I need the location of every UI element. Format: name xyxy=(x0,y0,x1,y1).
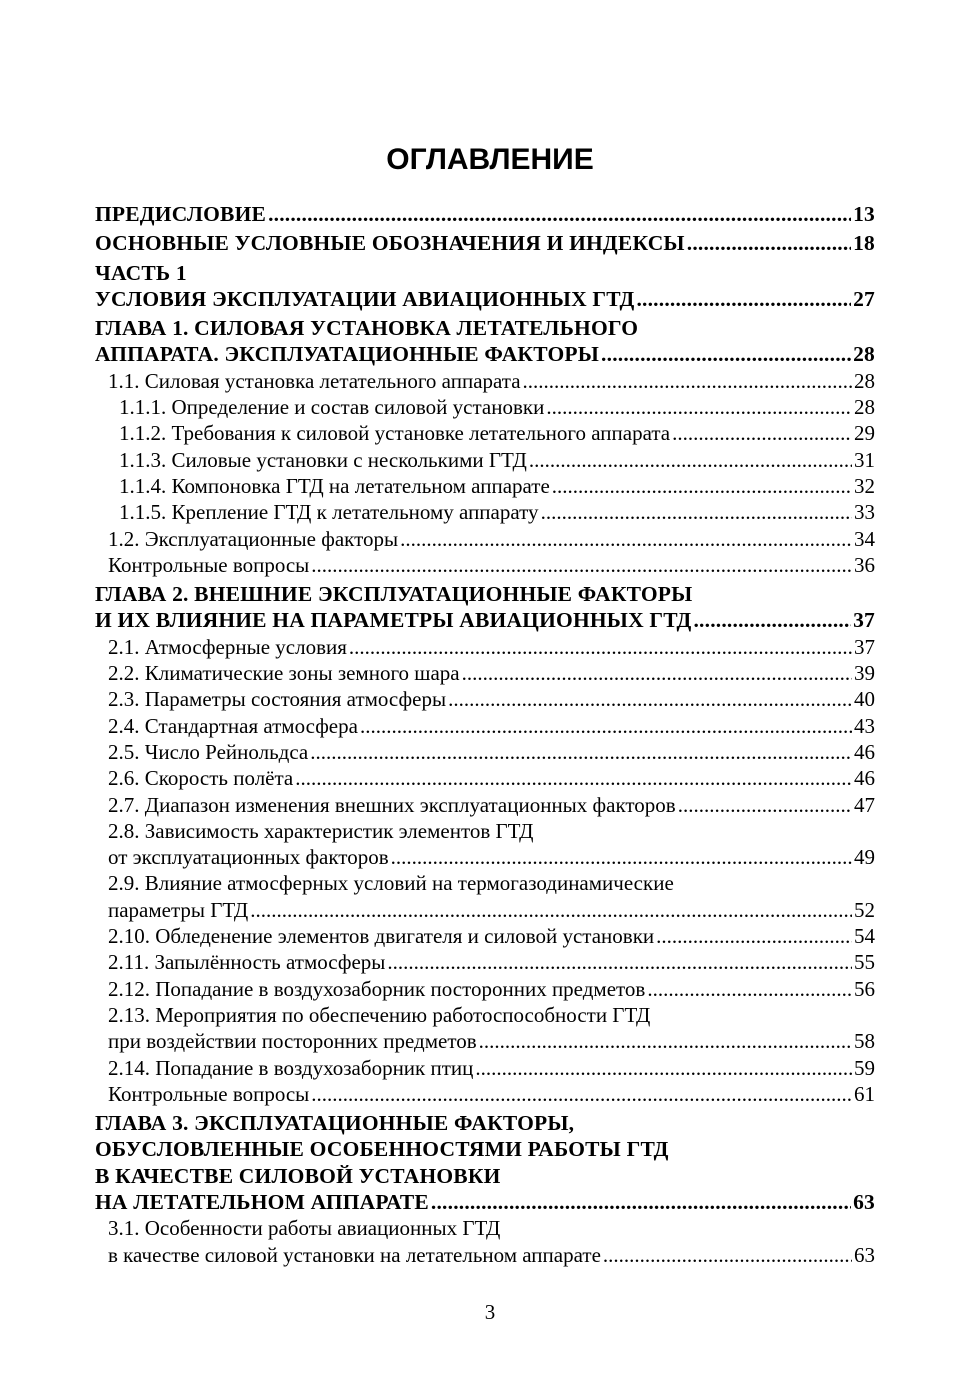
dot-leader xyxy=(529,447,852,473)
toc-entry-row xyxy=(95,341,875,367)
toc-page-number: 37 xyxy=(854,634,875,659)
toc-entry xyxy=(95,660,875,686)
toc-entry-text: 1.1.1. Определение и состав силовой установки xyxy=(119,395,545,420)
toc-entry-text: 1.1. Силовая установка летательного аппарата xyxy=(108,368,521,393)
toc-page-number: 34 xyxy=(854,526,875,551)
toc-page-number: 39 xyxy=(854,661,875,686)
toc-entry xyxy=(95,634,875,660)
dot-leader xyxy=(636,286,851,312)
toc-entry-text-line: ОБУСЛОВЛЕННЫЕ ОСОБЕННОСТЯМИ РАБОТЫ ГТД xyxy=(95,1137,669,1162)
toc-entry-text: 2.5. Число Рейнольдса xyxy=(108,739,309,764)
toc-entry xyxy=(95,765,875,791)
toc-page-number: 32 xyxy=(854,473,875,498)
toc-entry-text-line: ЧАСТЬ 1 xyxy=(95,260,187,285)
toc-entry-row xyxy=(108,634,875,660)
toc-page-number: 31 xyxy=(854,447,875,472)
dot-leader xyxy=(523,368,852,394)
toc-page-number: 43 xyxy=(854,713,875,738)
toc-entry xyxy=(95,818,875,871)
dot-leader xyxy=(400,526,852,552)
dot-leader xyxy=(601,341,851,367)
dot-leader xyxy=(603,1242,852,1268)
toc-entry-text: параметры ГТД xyxy=(108,897,249,922)
dot-leader xyxy=(656,923,852,949)
toc-entry-row xyxy=(108,368,875,394)
dot-leader xyxy=(295,765,852,791)
dot-leader xyxy=(672,420,852,446)
toc-page-number: 46 xyxy=(854,766,875,791)
toc-entry-text: при воздействии посторонних предметов xyxy=(108,1029,477,1054)
toc-entry-row xyxy=(108,660,875,686)
toc-entry-text: 1.1.5. Крепление ГТД к летательному аппарату xyxy=(119,500,539,525)
toc-page-number: 28 xyxy=(854,395,875,420)
toc-entry xyxy=(95,739,875,765)
toc-entry xyxy=(95,713,875,739)
toc-entry xyxy=(95,394,875,420)
toc-entry-text: 2.2. Климатические зоны земного шара xyxy=(108,661,460,686)
toc-page-number: 58 xyxy=(854,1029,875,1054)
toc-entry xyxy=(95,686,875,712)
toc-entry-row xyxy=(108,713,875,739)
toc-page-number: 56 xyxy=(854,976,875,1001)
toc-entry-text: в качестве силовой установки на летательном аппарате xyxy=(108,1242,601,1267)
toc-entry-row xyxy=(119,499,875,525)
dot-leader xyxy=(462,660,852,686)
dot-leader xyxy=(250,897,852,923)
toc-entry-row xyxy=(95,230,875,256)
toc-entry xyxy=(95,526,875,552)
toc-heading-entry xyxy=(95,1110,875,1215)
toc-entry xyxy=(95,1215,875,1268)
toc-page-number: 59 xyxy=(854,1055,875,1080)
dot-leader xyxy=(678,792,852,818)
dot-leader xyxy=(387,949,852,975)
toc-entry-row xyxy=(95,286,875,312)
toc-entry xyxy=(95,499,875,525)
dot-leader xyxy=(552,473,852,499)
toc-page-number: 37 xyxy=(853,608,875,633)
toc-entry-row xyxy=(108,765,875,791)
toc-heading-entry xyxy=(95,230,875,256)
dot-leader xyxy=(431,1189,851,1215)
toc-page-number: 33 xyxy=(854,500,875,525)
toc-entry-text-line: ГЛАВА 1. СИЛОВАЯ УСТАНОВКА ЛЕТАТЕЛЬНОГО xyxy=(95,316,639,341)
toc-entry xyxy=(95,923,875,949)
toc-entry-text-line: 2.9. Влияние атмосферных условий на термогазодинамические xyxy=(108,871,674,896)
toc-entry-row xyxy=(108,1055,875,1081)
toc-page-number: 29 xyxy=(854,421,875,446)
toc-entry xyxy=(95,447,875,473)
toc-heading-entry xyxy=(95,315,875,368)
dot-leader xyxy=(687,230,851,256)
toc-page-number: 28 xyxy=(854,368,875,393)
toc-entry-text-line: В КАЧЕСТВЕ СИЛОВОЙ УСТАНОВКИ xyxy=(95,1163,501,1188)
toc-entry-text: 2.14. Попадание в воздухозаборник птиц xyxy=(108,1055,474,1080)
toc-entry-row xyxy=(108,552,875,578)
toc-entry-row xyxy=(108,792,875,818)
toc-entry xyxy=(95,976,875,1002)
dot-leader xyxy=(448,686,852,712)
toc-entry-row xyxy=(95,201,875,227)
toc-entry xyxy=(95,792,875,818)
toc-entry-text: ОСНОВНЫЕ УСЛОВНЫЕ ОБОЗНАЧЕНИЯ И ИНДЕКСЫ xyxy=(95,231,685,256)
dot-leader xyxy=(541,499,852,525)
toc-entry-text: 1.1.3. Силовые установки с несколькими ГТД xyxy=(119,447,527,472)
toc-entry xyxy=(95,473,875,499)
toc-entry-row xyxy=(108,976,875,1002)
toc-entry-row xyxy=(119,473,875,499)
dot-leader xyxy=(349,634,852,660)
toc-entry-text: АППАРАТА. ЭКСПЛУАТАЦИОННЫЕ ФАКТОРЫ xyxy=(95,342,600,367)
toc-entry xyxy=(95,420,875,446)
toc-page-number: 47 xyxy=(854,792,875,817)
toc-entry-row xyxy=(108,1242,875,1268)
toc-entry-row xyxy=(108,686,875,712)
toc-page-number: 55 xyxy=(854,950,875,975)
toc-entry-text: 2.7. Диапазон изменения внешних эксплуатационных факторов xyxy=(108,792,676,817)
toc-entry-text-line: ГЛАВА 3. ЭКСПЛУАТАЦИОННЫЕ ФАКТОРЫ, xyxy=(95,1111,575,1136)
toc-entry-text: ПРЕДИСЛОВИЕ xyxy=(95,202,267,226)
toc-entry-row xyxy=(95,1189,875,1215)
toc-entry-row xyxy=(108,1081,875,1107)
toc-entry-text: УСЛОВИЯ ЭКСПЛУАТАЦИИ АВИАЦИОННЫХ ГТД xyxy=(95,286,635,311)
toc-page-number: 18 xyxy=(853,231,875,256)
toc-entry-text: 2.11. Запылённость атмосферы xyxy=(108,950,386,975)
dot-leader xyxy=(311,1081,852,1107)
toc-entry-text: 2.12. Попадание в воздухозаборник посторонних предметов xyxy=(108,976,646,1001)
dot-leader xyxy=(479,1028,852,1054)
toc-entry xyxy=(95,1002,875,1055)
toc-page-number: 40 xyxy=(854,687,875,712)
toc-entry-row xyxy=(108,844,875,870)
dot-leader xyxy=(647,976,852,1002)
toc-page-number: 54 xyxy=(854,924,875,949)
toc-entry xyxy=(95,1081,875,1107)
toc-page-number: 28 xyxy=(853,342,875,367)
toc-page-number: 61 xyxy=(854,1081,875,1106)
toc-entry-row xyxy=(119,394,875,420)
toc-entry-row xyxy=(108,1028,875,1054)
toc-heading-entry xyxy=(95,201,875,227)
toc-page-number: 36 xyxy=(854,552,875,577)
toc-entry-text: 1.1.4. Компоновка ГТД на летательном аппарате xyxy=(119,473,550,498)
toc-entry-row xyxy=(108,897,875,923)
toc-page-number: 63 xyxy=(854,1242,875,1267)
toc-page-number: 49 xyxy=(854,845,875,870)
toc-entry-row xyxy=(95,607,875,633)
toc-entry-text: 2.10. Обледенение элементов двигателя и силовой установки xyxy=(108,924,655,949)
toc-entry-text: от эксплуатационных факторов xyxy=(108,845,389,870)
dot-leader xyxy=(311,552,852,578)
toc-entry xyxy=(95,870,875,923)
toc-entry xyxy=(95,949,875,975)
toc-entry-text: 2.1. Атмосферные условия xyxy=(108,634,347,659)
toc-heading-entry xyxy=(95,581,875,634)
table-of-contents xyxy=(95,201,875,1268)
toc-entry-row xyxy=(108,526,875,552)
toc-entry-text: 2.6. Скорость полёта xyxy=(108,766,294,791)
toc-entry-text: Контрольные вопросы xyxy=(108,1081,310,1106)
toc-entry-row xyxy=(108,949,875,975)
toc-entry-text-line: 2.13. Мероприятия по обеспечению работоспособности ГТД xyxy=(108,1002,651,1027)
dot-leader xyxy=(693,607,851,633)
page-number: 3 xyxy=(484,1300,496,1324)
toc-entry-row xyxy=(108,923,875,949)
toc-entry-text: 2.3. Параметры состояния атмосферы xyxy=(108,687,447,712)
toc-entry-text: 1.2. Эксплуатационные факторы xyxy=(108,526,399,551)
dot-leader xyxy=(360,713,852,739)
dot-leader xyxy=(391,844,852,870)
dot-leader xyxy=(546,394,852,420)
toc-entry-row xyxy=(108,739,875,765)
dot-leader xyxy=(475,1055,852,1081)
toc-heading-entry xyxy=(95,260,875,313)
dot-leader xyxy=(310,739,852,765)
toc-page-number: 46 xyxy=(854,739,875,764)
toc-entry xyxy=(95,1055,875,1081)
toc-entry xyxy=(95,368,875,394)
toc-entry-text: 2.4. Стандартная атмосфера xyxy=(108,713,358,738)
toc-entry-text: НА ЛЕТАТЕЛЬНОМ АППАРАТЕ xyxy=(95,1189,429,1214)
page-title: ОГЛАВЛЕНИЕ xyxy=(386,143,594,176)
toc-page-number: 27 xyxy=(853,286,875,311)
toc-page-number: 13 xyxy=(853,202,875,226)
toc-entry-text: Контрольные вопросы xyxy=(108,552,310,577)
toc-entry-text-line: ГЛАВА 2. ВНЕШНИЕ ЭКСПЛУАТАЦИОННЫЕ ФАКТОРЫ xyxy=(95,582,693,607)
dot-leader xyxy=(268,201,851,227)
toc-entry-text-line: 3.1. Особенности работы авиационных ГТД xyxy=(108,1216,501,1241)
toc-entry xyxy=(95,552,875,578)
toc-entry-row xyxy=(119,447,875,473)
toc-entry-text-line: 2.8. Зависимость характеристик элементов ГТД xyxy=(108,818,534,843)
toc-page-number: 52 xyxy=(854,897,875,922)
toc-entry-text: И ИХ ВЛИЯНИЕ НА ПАРАМЕТРЫ АВИАЦИОННЫХ ГТД xyxy=(95,608,692,633)
toc-entry-row xyxy=(119,420,875,446)
toc-page-number: 63 xyxy=(853,1189,875,1214)
toc-entry-text: 1.1.2. Требования к силовой установке летательного аппарата xyxy=(119,421,671,446)
